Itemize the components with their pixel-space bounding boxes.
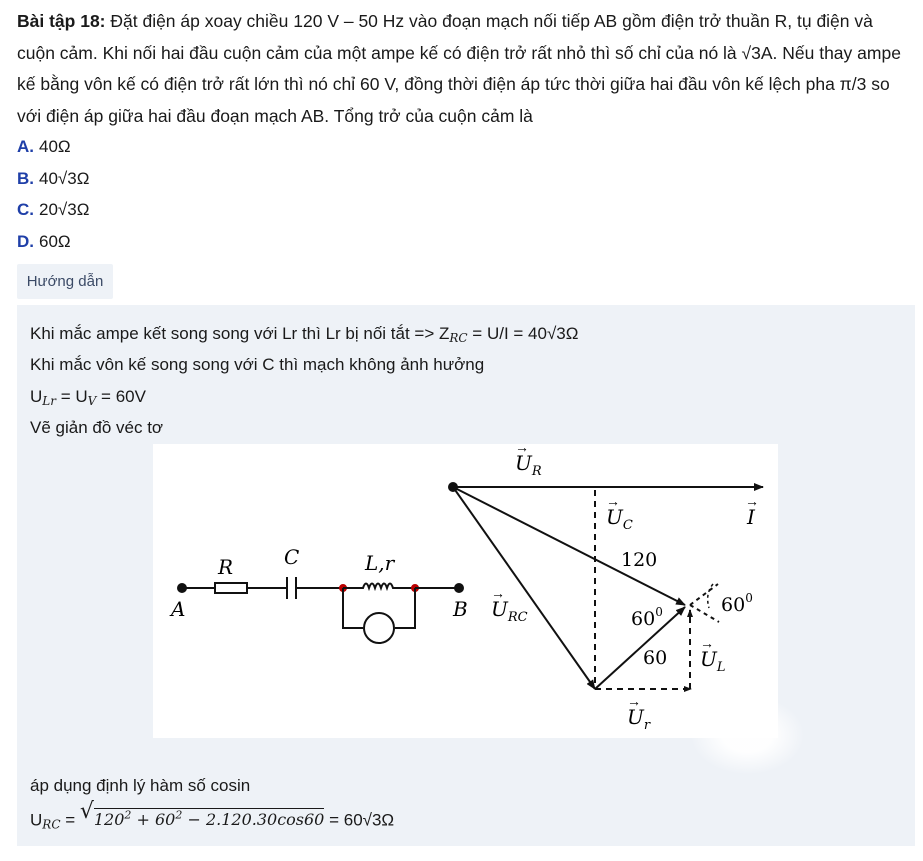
solution-line-2: Khi mắc vôn kế song song với C thì mạch không ảnh hưởng	[30, 355, 485, 374]
label-r: R	[218, 555, 234, 579]
sqrt-expression: √ $120^2 + 60^2 - 2.120.30\cos 60$	[79, 799, 325, 830]
option-a[interactable]	[17, 131, 89, 163]
question-label: Bài tập 18:	[17, 11, 106, 31]
solution-line-6	[30, 799, 395, 836]
inductor-coil	[343, 584, 415, 589]
solution-line-3	[30, 385, 146, 413]
solution-text: =	[60, 810, 80, 830]
solution-line-4: Vẽ giản đồ véc tơ	[30, 418, 164, 437]
solution-text: = 60V	[96, 387, 146, 406]
solution-text: U	[30, 387, 43, 406]
subscript: Lr	[42, 394, 56, 408]
vector-urc-label: $U_{RC}$	[491, 597, 528, 625]
node-b-dot	[455, 584, 463, 592]
solution-text: U	[30, 810, 43, 830]
solution-text: Khi mắc ampe kết song song với Lr thì Lr bị nối tắt => Z	[30, 324, 450, 343]
solution-line-5: áp dụng định lý hàm số cosin	[30, 776, 251, 795]
vector-diagram-svg	[153, 444, 778, 738]
option-letter: D.	[17, 231, 34, 251]
vector-diagram-figure	[153, 444, 778, 738]
guide-button[interactable]: Hướng dẫn	[17, 264, 113, 299]
question-text	[17, 6, 912, 132]
solution-text: = U	[56, 387, 88, 406]
option-text: 40√3Ω	[39, 168, 90, 188]
vector-arrow-glyph: →	[606, 493, 620, 509]
label-a: A	[171, 597, 186, 621]
vector-i-label: I	[747, 505, 755, 529]
option-letter: B.	[17, 168, 34, 188]
label-120: 120	[621, 549, 658, 571]
subscript: V	[87, 394, 97, 408]
circuit-diagram	[178, 577, 463, 643]
option-text: 20√3Ω	[39, 200, 90, 219]
resistor-symbol	[215, 583, 247, 593]
option-c[interactable]	[17, 194, 89, 226]
vector-ur-small-label: $U_r$	[627, 705, 651, 733]
subscript: RC	[42, 817, 61, 832]
answer-options	[17, 131, 89, 257]
angle-label-2: $60^0$	[721, 591, 753, 616]
vector-arrow-glyph: →	[515, 444, 529, 455]
angle-label-1: $60^0$	[631, 605, 663, 630]
vector-arrow-glyph: →	[627, 693, 641, 709]
subscript: RC	[449, 331, 468, 345]
solution-text: = U/I = 40√3Ω	[467, 324, 579, 343]
meter-symbol	[364, 613, 394, 643]
vector-uc-label: $U_C$	[606, 505, 633, 533]
option-d[interactable]	[17, 226, 89, 258]
option-b[interactable]	[17, 163, 89, 195]
option-letter: C.	[17, 200, 34, 219]
label-60: 60	[643, 647, 668, 669]
solution-line-1	[30, 322, 578, 350]
vector-arrow-glyph: →	[491, 585, 505, 601]
angle-arc	[708, 584, 713, 608]
solution-text: = 60√3Ω	[324, 810, 395, 830]
label-c: C	[284, 545, 300, 569]
vector-urc-arrow	[453, 487, 595, 689]
question-body: Đặt điện áp xoay chiều 120 V – 50 Hz vào đoạn mạch nối tiếp AB gồm điện trở thuần R, tụ điện và cuộn cảm. Khi nối hai đầu cuộn cảm của một ampe kế có điện trở rất nhỏ thì số chỉ của nó là √3A. Nếu thay ampe kế bằng vôn kế có điện trở rất lớn thì nó chỉ 60 V, đồng thời điện áp tức thời giữa hai đầu vôn kế lệch pha π/3 so với điện áp giữa hai đầu đoạn mạch AB. Tổng trở của cuộn cảm là	[17, 11, 901, 126]
label-b: B	[453, 597, 468, 621]
label-lr: L,r	[365, 551, 395, 575]
image-glow-overlay	[690, 695, 805, 775]
vector-ur-label: $U_R$	[515, 451, 542, 479]
vector-arrow-glyph: →	[700, 635, 714, 651]
option-text: 40Ω	[39, 137, 71, 156]
vector-arrow-glyph: →	[745, 493, 759, 509]
vector-ab-arrow	[453, 487, 685, 605]
option-text: 60Ω	[39, 231, 71, 251]
vector-ul-label: $U_L$	[700, 647, 726, 675]
option-letter: A.	[17, 137, 34, 156]
